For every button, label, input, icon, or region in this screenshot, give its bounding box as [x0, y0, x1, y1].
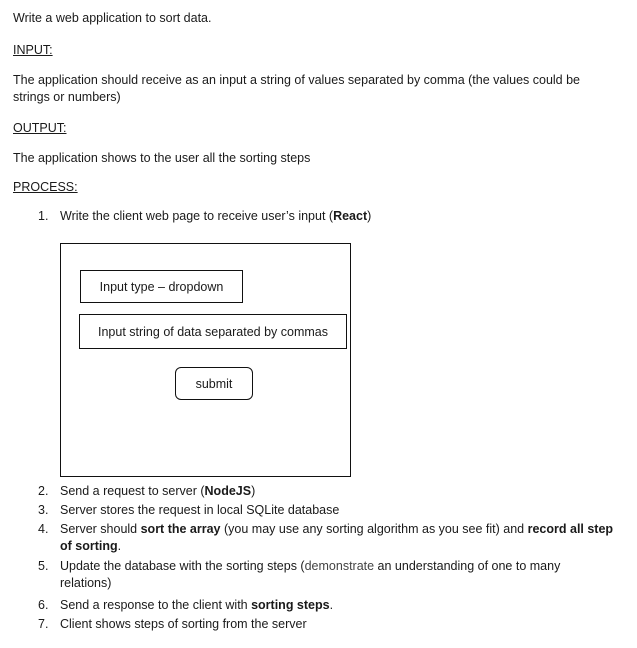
step-text-end: an understanding of one to many relations) [60, 559, 561, 590]
step-number: 1. [38, 209, 49, 223]
step-number: 6. [38, 598, 49, 612]
step-bold-text: sort the array [140, 522, 221, 536]
step-text: Send a request to server ( [60, 484, 205, 498]
step-text: Send a response to the client with [60, 598, 252, 612]
step-text: Server stores the request in local SQLite database [60, 503, 340, 517]
step-bold-text: NodeJS [204, 484, 252, 498]
step-number: 7. [38, 617, 49, 631]
input-mock-label: Input string of data separated by commas [98, 324, 328, 339]
step-text-end: ) [367, 209, 372, 223]
step-number: 3. [38, 503, 49, 517]
input-heading: INPUT: [13, 43, 53, 57]
step-text-end: ) [251, 484, 256, 498]
step-text-end: . [329, 598, 334, 612]
step-bold-text-2: record all step of sorting [60, 522, 614, 553]
input-type-dropdown-mock [80, 270, 243, 303]
step-bold-text: React [333, 209, 368, 223]
step-text-end: . [117, 539, 122, 553]
step-text: Client shows steps of sorting from the server [60, 617, 307, 631]
step-number: 2. [38, 484, 49, 498]
step-text: Write the client web page to receive user’s input ( [60, 209, 334, 223]
data-string-input-mock [79, 314, 347, 349]
step-number: 5. [38, 559, 49, 573]
submit-button-mock [175, 367, 253, 400]
step-highlight-text: demonstrate [304, 559, 375, 573]
input-description: The application should receive as an input a string of values separated by comma (the values could be strings or numbers) [13, 73, 580, 104]
dropdown-mock-label: Input type – dropdown [99, 279, 224, 294]
client-page-mockup [60, 243, 351, 477]
step-text-middle: (you may use any sorting algorithm as you see fit) and [220, 522, 528, 536]
step-bold-text: sorting steps [251, 598, 330, 612]
process-heading: PROCESS: [13, 180, 78, 194]
output-heading: OUTPUT: [13, 121, 67, 135]
output-description: The application shows to the user all the sorting steps [13, 151, 311, 165]
intro-line: Write a web application to sort data. [13, 11, 212, 25]
step-text: Update the database with the sorting steps ( [60, 559, 305, 573]
submit-mock-label: submit [195, 376, 233, 391]
step-text: Server should [60, 522, 141, 536]
step-number: 4. [38, 522, 49, 536]
